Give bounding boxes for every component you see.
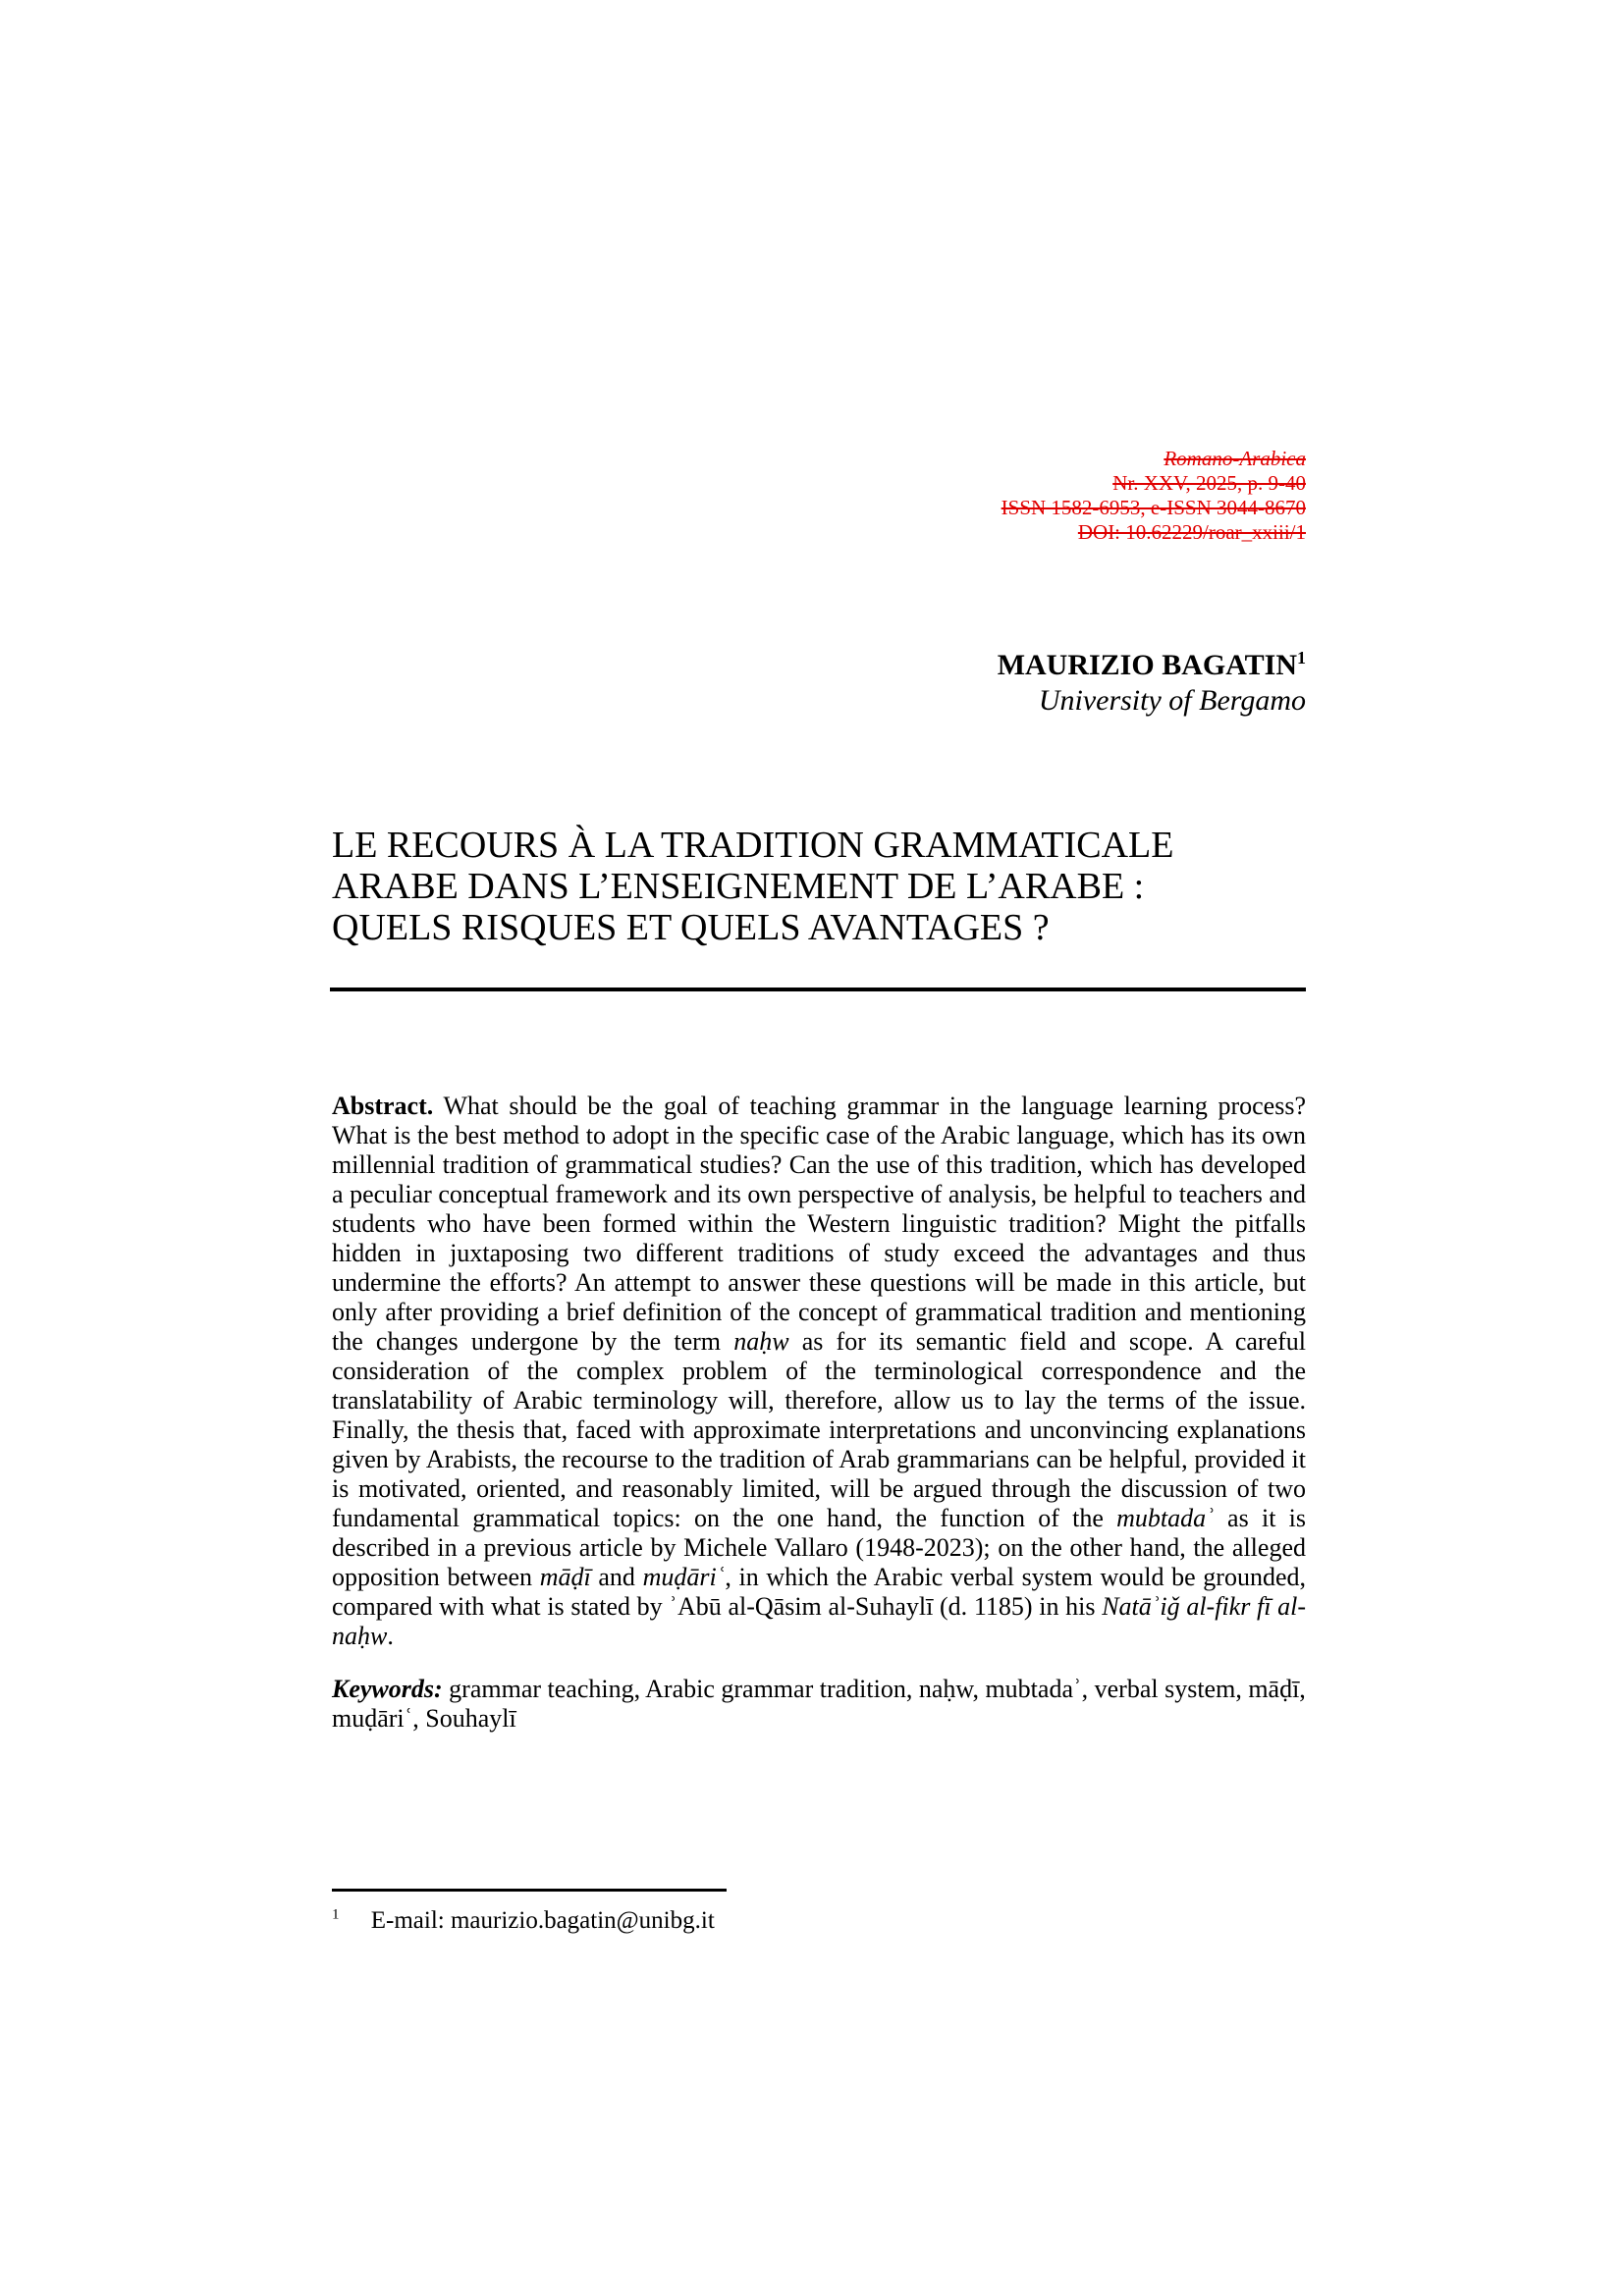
journal-doi-line: DOI: 10.62229/roar_xxiii/1 xyxy=(1077,520,1306,544)
author-affiliation: University of Bergamo xyxy=(1038,684,1306,717)
footnote-text: E-mail: maurizio.bagatin@unibg.it xyxy=(370,1907,715,1934)
journal-issue-line: Nr. XXV, 2025, p. 9-40 xyxy=(1112,471,1306,495)
footnote-ref: 1 xyxy=(332,1906,340,1923)
footnote xyxy=(332,1906,1306,1936)
footnote-separator-rule xyxy=(332,1889,727,1892)
article-title-line-2: ARABE DANS L’ENSEIGNEMENT DE L’ARABE : xyxy=(332,866,1145,907)
article-title xyxy=(332,825,1308,948)
journal-name: Romano-Arabica xyxy=(1164,447,1306,470)
article-title-line-3: QUELS RISQUES ET QUELS AVANTAGES ? xyxy=(332,907,1050,948)
abstract-paragraph: Abstract. What should be the goal of teaching grammar in the language learning process? What is the best method to adopt in the specific case of the Arabic language, which has its own millennial tradition of grammatical studies? Can the use of this tradition, which has developed a peculiar conceptual framework and its own perspective of analysis, be helpful to teachers and students who have been formed within the Western linguistic tradition? Might the pitfalls hidden in juxtaposing two different traditions of study exceed the advantages and thus undermine the efforts? An attempt to answer these questions will be made in this article, but only after providing a brief definition of the concept of grammatical tradition and mentioning the changes undergone by the term naḥw as for its semantic field and scope. A careful consideration of the complex problem of the terminological correspondence and the translatability of Arabic terminology will, therefore, allow us to lay the terms of the issue. Finally, the thesis that, faced with approximate interpretations and unconvincing explanations given by Arabists, the recourse to the tradition of Arab grammarians can be helpful, provided it is motivated, oriented, and reasonably limited, will be argued through the discussion of two fundamental grammatical topics: on the one hand, the function of the mubtadaʾ as it is described in a previous article by Michele Vallaro (1948-2023); on the other hand, the alleged opposition between māḍī and muḍāriʿ, in which the Arabic verbal system would be grounded, compared with what is stated by ʾAbū al-Qāsim al-Suhaylī (d. 1185) in his Natāʾiǧ al-fikr fī al-naḥw. xyxy=(332,1092,1307,1650)
author-block xyxy=(998,648,1306,719)
author-footnote-ref: 1 xyxy=(1297,648,1306,667)
journal-issn-line: ISSN 1582-6953, e-ISSN 3044-8670 xyxy=(1001,496,1306,519)
keywords-paragraph: Keywords: grammar teaching, Arabic grammar tradition, naḥw, mubtadaʾ, verbal system, māḍī, muḍāriʿ, Souhaylī xyxy=(332,1675,1306,1733)
author-name xyxy=(998,648,1306,683)
article-title-line-1: LE RECOURS À LA TRADITION GRAMMATICALE xyxy=(332,825,1174,866)
title-rule xyxy=(330,988,1306,991)
front-matter xyxy=(332,1092,1306,1734)
journal-info-block xyxy=(1001,447,1306,545)
author-name-text: MAURIZIO BAGATIN xyxy=(997,649,1297,681)
